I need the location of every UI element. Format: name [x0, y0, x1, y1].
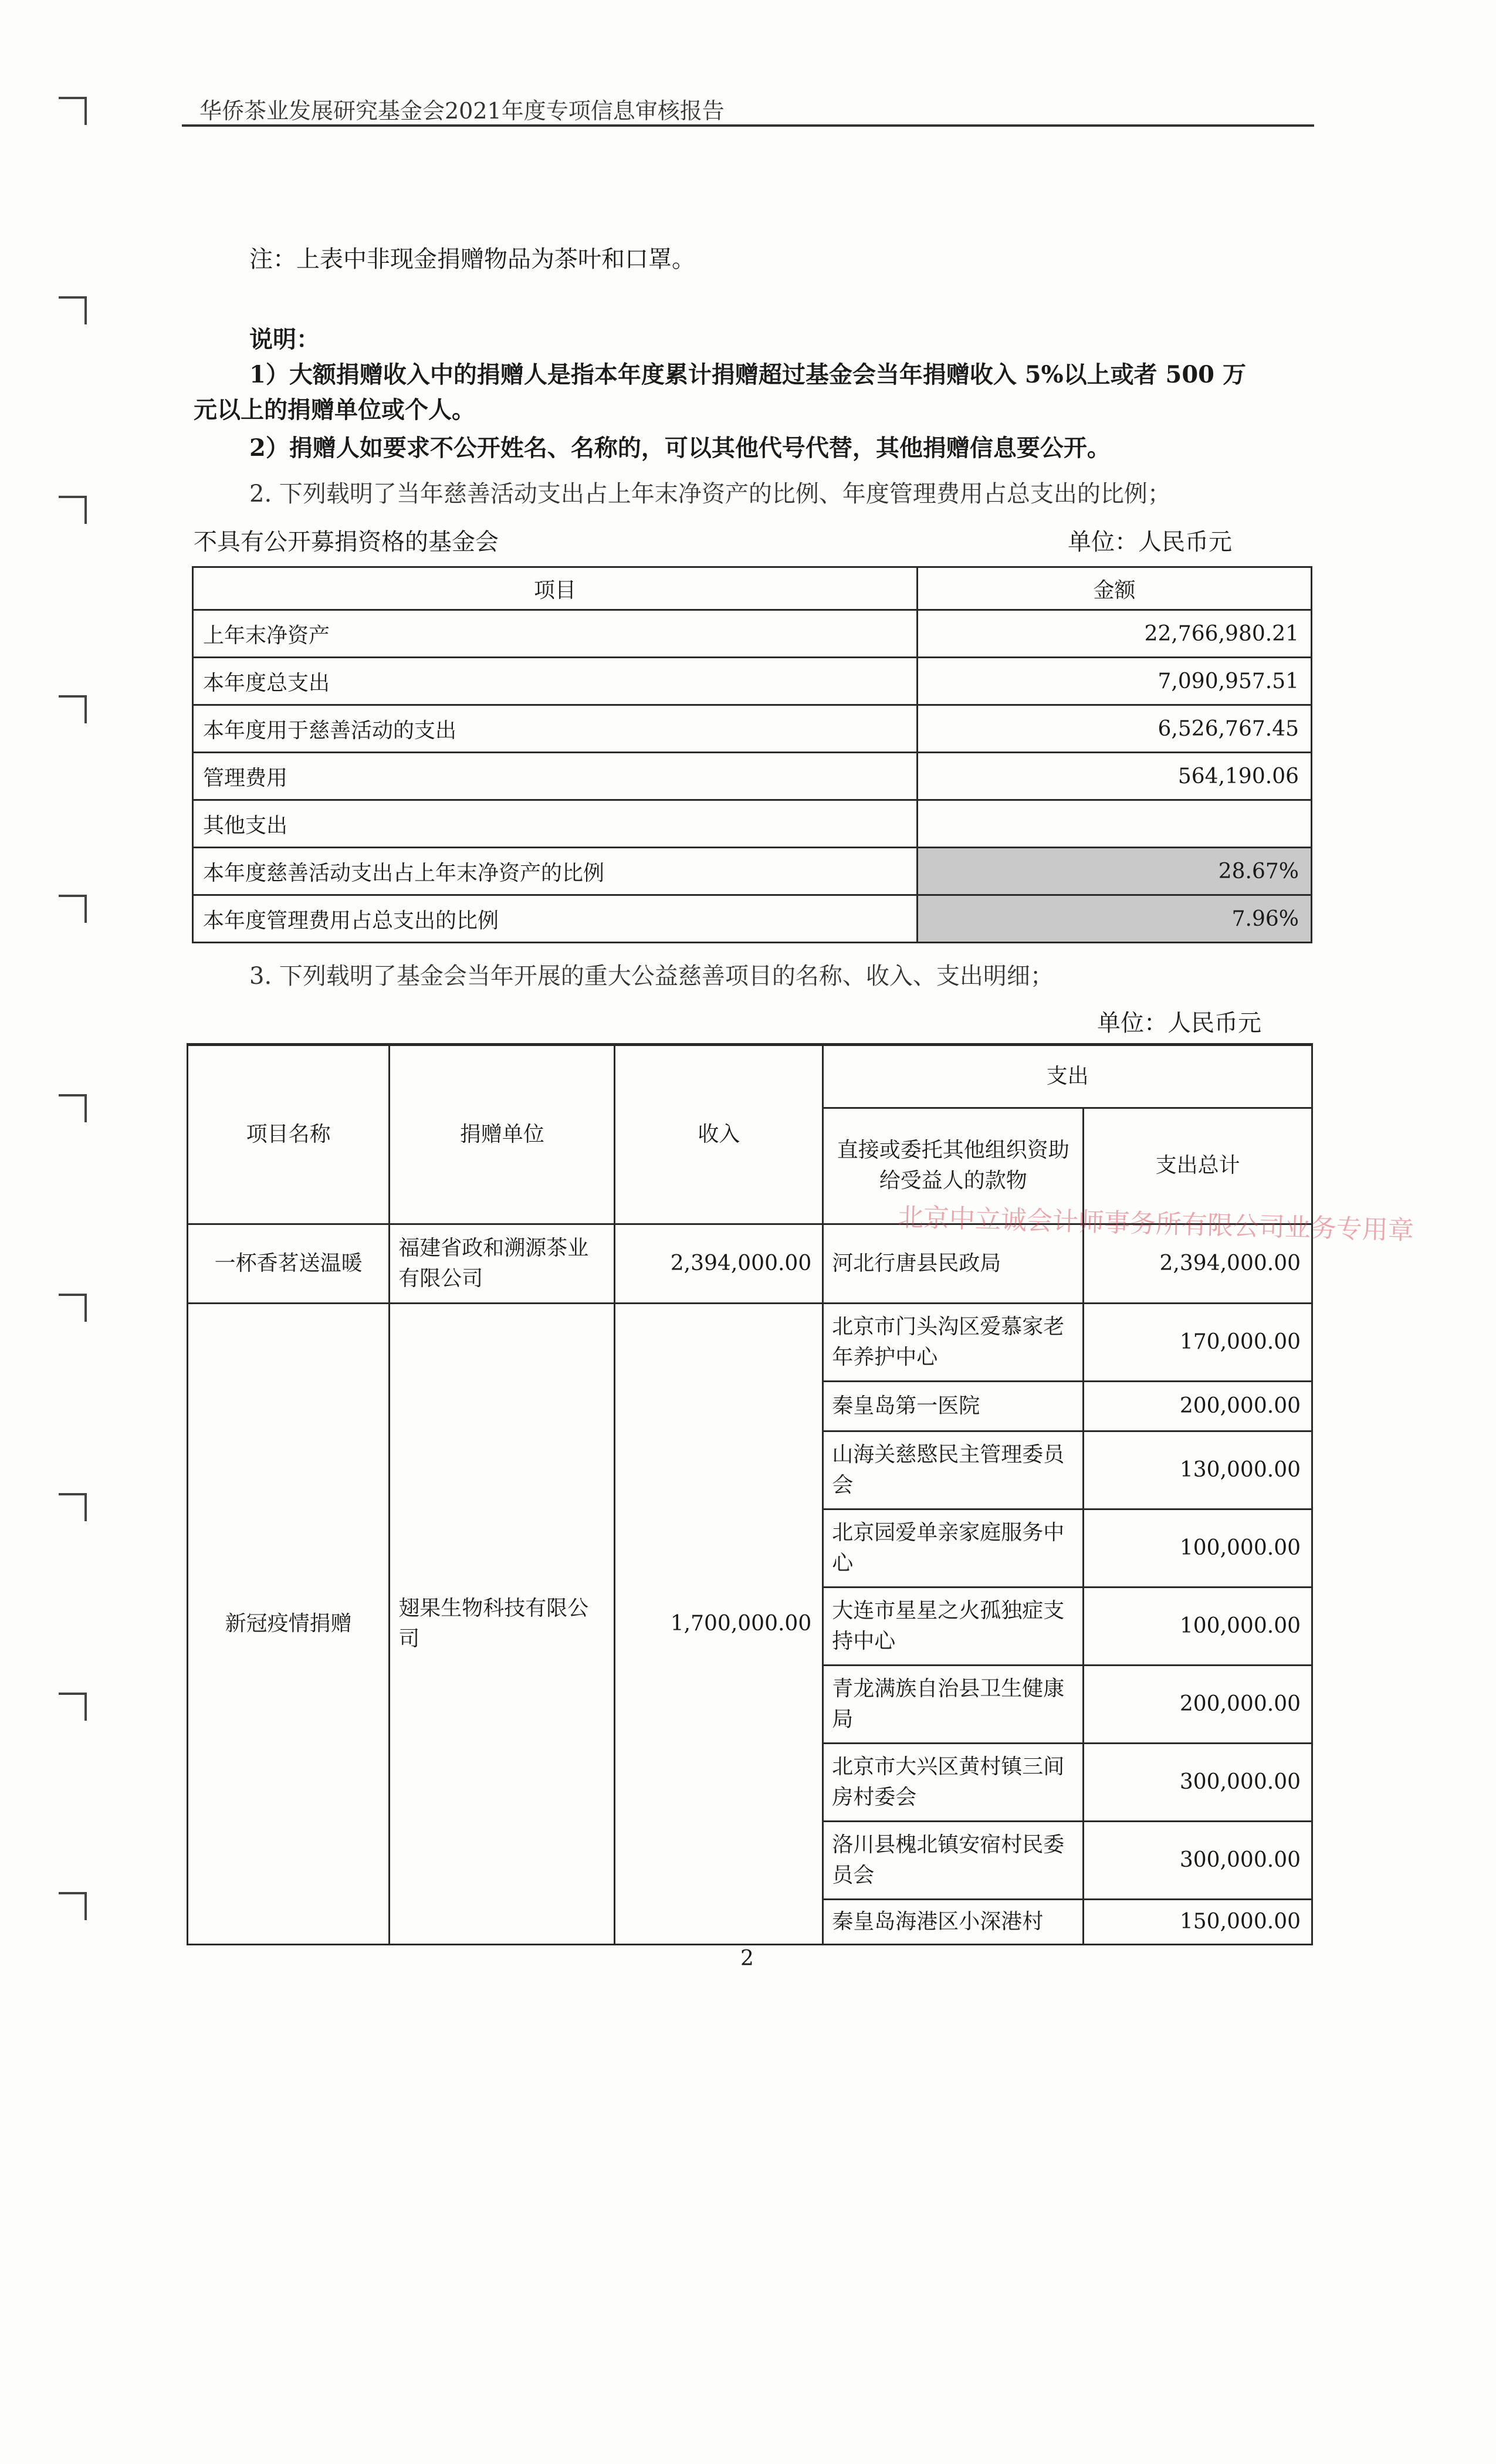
binder-mark — [59, 296, 87, 324]
recipient-name: 大连市星星之火孤独症支持中心 — [823, 1588, 1084, 1666]
table-header-row — [193, 567, 1312, 610]
donor-name: 福建省政和溯源茶业有限公司 — [390, 1224, 615, 1304]
table-row — [193, 658, 1312, 705]
seal-stamp: 北京中立诚会计师事务所有限公司业务专用章 — [897, 1202, 1414, 1246]
table-row — [193, 705, 1312, 753]
binder-mark — [59, 496, 87, 524]
expense-total: 300,000.00 — [1084, 1822, 1312, 1900]
report-header: 华侨茶业发展研究基金会2021年度专项信息审核报告 — [199, 98, 725, 124]
header-expense: 支出 — [823, 1045, 1312, 1108]
section-3-unit: 单位：人民币元 — [1097, 1010, 1261, 1037]
row-label: 本年度用于慈善活动的支出 — [193, 705, 918, 753]
expense-total: 300,000.00 — [1084, 1744, 1312, 1822]
expense-total: 100,000.00 — [1084, 1588, 1312, 1666]
table-row — [193, 848, 1312, 895]
header-item: 项目 — [193, 567, 918, 610]
expense-total: 170,000.00 — [1084, 1304, 1312, 1382]
recipient-name: 秦皇岛第一医院 — [823, 1382, 1084, 1431]
table-row — [193, 753, 1312, 800]
recipient-name: 北京园爱单亲家庭服务中心 — [823, 1509, 1084, 1588]
binder-mark — [59, 895, 87, 923]
project-name: 一杯香茗送温暖 — [188, 1224, 390, 1304]
expense-total: 130,000.00 — [1084, 1431, 1312, 1509]
header-amount: 金额 — [918, 567, 1312, 610]
section-2-unit: 单位：人民币元 — [1068, 529, 1232, 556]
header-project: 项目名称 — [188, 1045, 390, 1224]
page-number: 2 — [740, 1947, 754, 1971]
expense-total: 200,000.00 — [1084, 1382, 1312, 1431]
binder-mark — [59, 1693, 87, 1721]
explanation-item-1-line-1: 1）大额捐赠收入中的捐赠人是指本年度累计捐赠超过基金会当年捐赠收入 5%以上或者 500 万 — [249, 361, 1246, 388]
row-value: 6,526,767.45 — [918, 705, 1312, 753]
row-label: 上年末净资产 — [193, 610, 918, 658]
row-label: 管理费用 — [193, 753, 918, 800]
header-rule — [182, 124, 1314, 127]
table-row — [188, 1304, 1312, 1382]
section-2-intro: 2. 下列载明了当年慈善活动支出占上年末净资产的比例、年度管理费用占总支出的比例； — [249, 480, 1171, 507]
expense-total: 2,394,000.00 — [1084, 1224, 1312, 1304]
section-3-intro: 3. 下列载明了基金会当年开展的重大公益慈善项目的名称、收入、支出明细； — [249, 963, 1054, 990]
table-row — [193, 895, 1312, 943]
expense-total: 150,000.00 — [1084, 1900, 1312, 1945]
row-value — [918, 800, 1312, 848]
table-row — [193, 800, 1312, 848]
binder-mark — [59, 97, 87, 125]
row-label: 本年度总支出 — [193, 658, 918, 705]
recipient-name: 青龙满族自治县卫生健康局 — [823, 1666, 1084, 1744]
binder-mark — [59, 1493, 87, 1521]
ratio-table — [192, 566, 1312, 943]
binder-mark — [59, 1294, 87, 1322]
header-total: 支出总计 — [1084, 1108, 1312, 1224]
table-row — [193, 610, 1312, 658]
row-value: 7,090,957.51 — [918, 658, 1312, 705]
header-income: 收入 — [615, 1045, 823, 1224]
project-table — [187, 1043, 1313, 1945]
recipient-name: 洛川县槐北镇安宿村民委员会 — [823, 1822, 1084, 1900]
row-value: 28.67% — [918, 848, 1312, 895]
row-value: 7.96% — [918, 895, 1312, 943]
project-name: 新冠疫情捐赠 — [188, 1304, 390, 1945]
recipient-name: 河北行唐县民政局 — [823, 1224, 1084, 1304]
row-label: 本年度管理费用占总支出的比例 — [193, 895, 918, 943]
section-2-subtitle: 不具有公开募捐资格的基金会 — [194, 529, 499, 556]
row-label: 其他支出 — [193, 800, 918, 848]
row-value: 564,190.06 — [918, 753, 1312, 800]
recipient-name: 北京市门头沟区爱慕家老年养护中心 — [823, 1304, 1084, 1382]
binder-mark — [59, 695, 87, 723]
income-value: 1,700,000.00 — [615, 1304, 823, 1945]
row-label: 本年度慈善活动支出占上年末净资产的比例 — [193, 848, 918, 895]
table-note: 注：上表中非现金捐赠物品为茶叶和口罩。 — [249, 246, 695, 273]
recipient-name: 北京市大兴区黄村镇三间房村委会 — [823, 1744, 1084, 1822]
explanation-item-2: 2）捐赠人如要求不公开姓名、名称的，可以其他代号代替，其他捐赠信息要公开。 — [249, 434, 1111, 462]
table-header-row — [188, 1045, 1312, 1108]
recipient-name: 山海关慈愍民主管理委员会 — [823, 1431, 1084, 1509]
income-value: 2,394,000.00 — [615, 1224, 823, 1304]
explanation-item-1-line-2: 元以上的捐赠单位或个人。 — [194, 396, 475, 424]
binder-mark — [59, 1094, 87, 1122]
explanation-heading: 说明： — [249, 326, 320, 353]
donor-name: 翅果生物科技有限公司 — [390, 1304, 615, 1945]
binder-mark — [59, 1892, 87, 1920]
expense-total: 100,000.00 — [1084, 1509, 1312, 1588]
recipient-name: 秦皇岛海港区小深港村 — [823, 1900, 1084, 1945]
header-donor: 捐赠单位 — [390, 1045, 615, 1224]
row-value: 22,766,980.21 — [918, 610, 1312, 658]
expense-total: 200,000.00 — [1084, 1666, 1312, 1744]
header-recipient: 直接或委托其他组织资助给受益人的款物 — [823, 1108, 1084, 1224]
